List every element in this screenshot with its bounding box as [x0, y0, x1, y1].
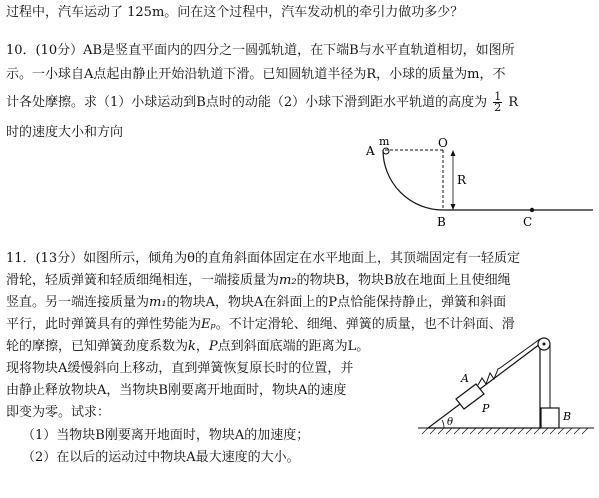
q10-line-1: 10．(10分）AB是竖直平面内的四分之一圆弧轨道，在下端B与水平直轨道相切，如图所	[6, 43, 515, 58]
q11-line-5-b: ，	[195, 339, 209, 354]
label-p: P	[482, 402, 490, 415]
q10-line-3-text: 计各处摩擦。求（1）小球运动到B点时的动能（2）小球下滑到距水平轨道的高度为	[6, 95, 488, 110]
r-arrow-top	[451, 150, 456, 156]
q11-line-4-b: 。不计定滑轮、细绳、弹簧的质量，也不计斜面、滑	[215, 317, 515, 332]
q11-line-5-c: 点到斜面底端的距离为L。	[217, 339, 370, 354]
q11-sub-1: （1）当物块B刚要离开地面时，物块A的加速度；	[22, 428, 310, 443]
quarter-arc-track	[383, 150, 443, 210]
q11-line-5-a: 轮的摩擦，已知弹簧劲度系数为	[6, 339, 189, 354]
q11-k: k	[188, 339, 196, 354]
q11-line-3-b: 的物块A，物块A在斜面上的P点恰能保持静止，弹簧和斜面	[166, 295, 507, 310]
q11-figure	[418, 330, 596, 438]
label-a: A	[461, 372, 469, 385]
q11-p: P	[208, 339, 218, 354]
label-o: O	[438, 136, 448, 150]
label-b: B	[563, 410, 572, 423]
point-c	[530, 208, 534, 212]
q10-line-3	[6, 92, 518, 113]
q11-m1: m₁	[149, 295, 167, 310]
ground-hatching	[422, 428, 588, 434]
q11-ep: Eₚ	[201, 317, 216, 332]
q11-sub-2: （2）在以后的运动过中物块A最大速度的大小。	[22, 450, 300, 465]
q11-line-2-b: 的物块B，物块B放在地面上且使细绳	[296, 273, 511, 288]
label-c: C	[523, 215, 533, 229]
q10-figure	[355, 135, 595, 233]
q11-line-2	[6, 272, 511, 290]
ball	[383, 148, 389, 154]
q10-fraction	[493, 92, 502, 113]
q11-line-4-a: 平行，此时弹簧具有的弹性势能为	[6, 317, 202, 332]
q10-line-4: 时的速度大小和方向	[6, 125, 124, 140]
label-a: A	[366, 144, 375, 158]
prev-question-line: 过程中，汽车运动了 125m。问在这个过程中，汽车发动机的牵引力做功多少？	[6, 5, 464, 20]
q11-line-3	[6, 294, 506, 312]
r-arrow-bottom	[451, 204, 456, 210]
incline	[428, 344, 540, 428]
q11-line-8: 即变为零。试求：	[6, 405, 111, 420]
fraction-denominator: 2	[494, 101, 502, 114]
label-r: R	[457, 173, 467, 187]
q11-line-1: 11．(13分）如图所示，倾角为θ的直角斜面体固定在水平地面上，其顶端固定有一轻质定	[6, 251, 520, 266]
label-theta: θ	[447, 417, 454, 428]
q11-line-3-a: 竖直。另一端连接质量为	[6, 295, 150, 310]
label-m: m	[379, 135, 390, 148]
q11-m2: m₂	[279, 273, 297, 288]
pulley-axle	[543, 343, 546, 346]
block-b	[541, 408, 559, 428]
q10-line-3-r: R	[508, 95, 519, 110]
label-b: B	[437, 215, 446, 229]
q11-line-6: 现将物块A缓慢斜向上移动，直到弹簧恢复原长时的位置，并	[6, 361, 354, 376]
q11-line-5	[6, 338, 369, 356]
fraction-numerator: 1	[494, 90, 502, 103]
q10-line-2: 示。一小球自A点起由静止开始沿轨道下滑。已知圆轨道半径为R，小球的质量为m，不	[6, 67, 506, 82]
q11-line-2-a: 滑轮，轻质弹簧和轻质细绳相连，一端接质量为	[6, 273, 280, 288]
q11-line-7: 由静止释放物块A，当物块B刚要离开地面时，物块A的速度	[6, 383, 347, 398]
